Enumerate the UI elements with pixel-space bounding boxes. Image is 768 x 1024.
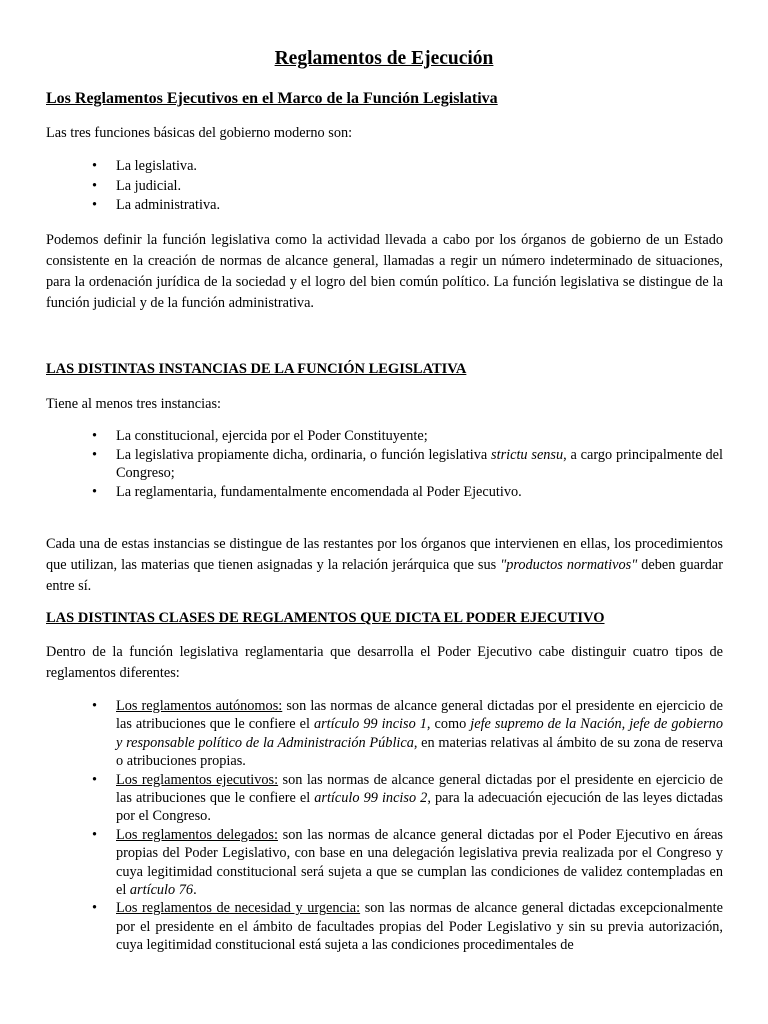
term-label: Los reglamentos delegados: [116, 826, 278, 843]
term-label: Los reglamentos de necesidad y urgencia: [116, 900, 361, 917]
list-item: • La judicial. [116, 177, 723, 197]
instancias-list [92, 427, 723, 502]
section-heading-funcion-legislativa: Los Reglamentos Ejecutivos en el Marco de la Función Legislativa [46, 90, 498, 107]
document-title: Reglamentos de Ejecución [274, 48, 494, 69]
list-item: • La legislativa propiamente dicha, ordinaria, o función legislativa strictu sensu, a cargo principalmente del Congreso; [92, 446, 723, 482]
bullet-glyph: • [92, 446, 98, 463]
bullet-glyph: • [92, 177, 98, 194]
term-label: Los reglamentos ejecutivos: [116, 771, 279, 788]
section-heading-instancias: LAS DISTINTAS INSTANCIAS DE LA FUNCIÓN LEGISLATIVA [46, 361, 467, 377]
bullet-glyph: • [92, 484, 98, 501]
section-heading-clases-reglamentos: LAS DISTINTAS CLASES DE REGLAMENTOS QUE DICTA EL PODER EJECUTIVO [46, 610, 605, 626]
list-item: • La administrativa. [116, 196, 723, 216]
reglamentos-list [92, 697, 724, 955]
list-item-reglamentos-ejecutivos: • Los reglamentos ejecutivos: son las normas de alcance general dictadas por el presidente en ejercicio de las atribuciones que le confiere el artículo 99 inciso 2, para la adecuación ejecución de las leyes dictadas por el Congreso. [92, 771, 724, 825]
bullet-glyph: • [92, 900, 98, 917]
list-item: • La legislativa. [116, 157, 723, 177]
instancias-paragraph: Cada una de estas instancias se distingue de las restantes por los órganos que intervienen en ellas, los procedimientos que utilizan, las materias que tienen asignadas y la relación jerárquica que sus "productos normativos" deben guardar entre sí. [46, 536, 724, 594]
list-item-reglamentos-delegados: • Los reglamentos delegados: son las normas de alcance general dictadas por el Poder Ejecutivo en áreas propias del Poder Legislativo, con base en una delegación legislativa previa realizada por el Congreso y cuya legitimidad constitucional será sujeta a que se cumplan las condiciones de validez contempladas en el artículo 76. [92, 826, 723, 899]
bullet-glyph: • [92, 197, 98, 213]
bullet-glyph: • [92, 826, 98, 843]
bullet-glyph: • [92, 428, 98, 444]
intro-paragraph-funciones: Las tres funciones básicas del gobierno moderno son: [46, 125, 353, 141]
bullet-glyph: • [92, 771, 98, 788]
list-item-reglamentos-autonomos: • Los reglamentos autónomos: son las normas de alcance general dictadas por el presidente en ejercicio de las atribuciones que le confiere el artículo 99 inciso 1, como jefe supremo de la Nación, jefe de gobierno y responsable político de la Administración Pública, en materias relativas al ámbito de su zona de reserva o atribuciones propias. [92, 698, 723, 770]
funciones-list [92, 157, 723, 216]
list-item: • La constitucional, ejercida por el Poder Constituyente; [92, 428, 428, 444]
bullet-glyph: • [92, 158, 98, 174]
term-label: Los reglamentos autónomos: [116, 698, 283, 714]
list-item: • La reglamentaria, fundamentalmente encomendada al Poder Ejecutivo. [92, 484, 522, 501]
definition-paragraph: Podemos definir la función legislativa como la actividad llevada a cabo por los órganos de gobierno de un Estado consistente en la creación de normas de alcance general, llamadas a regir un número indeterminado de situaciones, para la ordenación jurídica de la sociedad y el logro del bien común político. La función legislativa se distingue de la función judicial y de la función administrativa. [46, 232, 723, 311]
intro-paragraph-reglamentos: Dentro de la función legislativa reglamentaria que desarrolla el Poder Ejecutivo cabe distinguir cuatro tipos de reglamentos diferentes: [46, 644, 723, 681]
list-item-reglamentos-necesidad-urgencia: • Los reglamentos de necesidad y urgencia: son las normas de alcance general dictadas excepcionalmente por el presidente en el ámbito de facultades propias del Poder Legislativo y sin su previa autorización, cuya legitimidad constitucional está sujeta a las condiciones procedimentales de [92, 900, 723, 954]
intro-paragraph-instancias: Tiene al menos tres instancias: [46, 396, 221, 412]
bullet-glyph: • [92, 698, 98, 714]
